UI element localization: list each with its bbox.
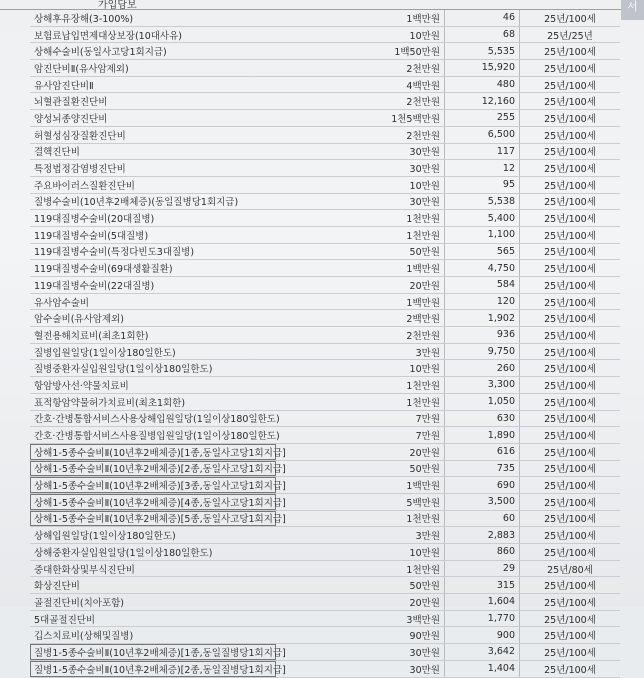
table-row xyxy=(30,527,620,544)
term-value: 25년/100세 xyxy=(520,10,621,26)
term-value: 25년/80세 xyxy=(520,560,621,577)
premium-value: 4,750 xyxy=(445,260,520,277)
premium-value: 1,050 xyxy=(445,393,520,410)
table-row xyxy=(30,477,620,494)
table-row xyxy=(30,393,620,410)
side-tab: 서 xyxy=(621,0,644,20)
premium-value: 565 xyxy=(445,243,520,260)
premium-value: 95 xyxy=(445,176,520,193)
table-row xyxy=(30,644,620,661)
table-row xyxy=(30,560,620,577)
term-value: 25년/100세 xyxy=(520,644,621,661)
term-value: 25년/100세 xyxy=(520,277,621,294)
premium-value: 480 xyxy=(445,76,520,93)
coverage-amount: 1백50만원 xyxy=(276,43,445,60)
premium-value: 690 xyxy=(445,477,520,494)
premium-value: 6,500 xyxy=(445,126,520,143)
coverage-amount: 30만원 xyxy=(276,644,445,661)
premium-value: 46 xyxy=(445,10,520,26)
premium-value: 5,535 xyxy=(445,43,520,60)
table-row xyxy=(30,143,620,160)
term-value: 25년/100세 xyxy=(520,327,621,344)
coverage-name: 상해1-5종수술비Ⅱ(10년후2배체증)[5종,동일사고당1회지급] xyxy=(30,510,276,527)
premium-value: 1,100 xyxy=(445,226,520,243)
premium-value: 5,538 xyxy=(445,193,520,210)
table-row xyxy=(30,460,620,477)
coverage-amount: 1천만원 xyxy=(276,510,445,527)
term-value: 25년/100세 xyxy=(520,477,621,494)
coverage-amount: 10만원 xyxy=(276,544,445,561)
premium-value: 1,890 xyxy=(445,427,520,444)
coverage-amount: 30만원 xyxy=(276,193,445,210)
term-value: 25년/100세 xyxy=(520,126,621,143)
term-value: 25년/100세 xyxy=(520,143,621,160)
table-row xyxy=(30,226,620,243)
coverage-amount: 1천만원 xyxy=(276,393,445,410)
term-value: 25년/100세 xyxy=(520,260,621,277)
premium-value: 735 xyxy=(445,460,520,477)
coverage-amount: 30만원 xyxy=(276,660,445,677)
coverage-name: 간호·간병통합서비스사용상해입원일당(1일이상180일한도) xyxy=(30,410,276,427)
table-row xyxy=(30,544,620,561)
term-value: 25년/100세 xyxy=(520,577,621,594)
coverage-amount: 20만원 xyxy=(276,594,445,611)
coverage-amount: 1천만원 xyxy=(276,226,445,243)
coverage-amount: 3만원 xyxy=(276,343,445,360)
coverage-amount: 2천만원 xyxy=(276,93,445,110)
table-row xyxy=(30,176,620,193)
coverage-name: 질병1-5종수술비Ⅱ(10년후2배체증)[1종,동일질병당1회지급] xyxy=(30,644,276,661)
premium-value: 117 xyxy=(445,143,520,160)
coverage-name: 질병수술비(10년후2배체증)(동일질병당1회지급) xyxy=(30,193,276,210)
coverage-name: 상해1-5종수술비Ⅱ(10년후2배체증)[3종,동일사고당1회지급] xyxy=(30,477,276,494)
premium-value: 1,902 xyxy=(445,310,520,327)
term-value: 25년/100세 xyxy=(520,243,621,260)
coverage-amount: 1천5백만원 xyxy=(276,110,445,127)
coverage-name: 상해1-5종수술비Ⅱ(10년후2배체증)[4종,동일사고당1회지급] xyxy=(30,493,276,510)
coverage-amount: 2천만원 xyxy=(276,126,445,143)
premium-value: 936 xyxy=(445,327,520,344)
premium-value: 3,300 xyxy=(445,377,520,394)
term-value: 25년/100세 xyxy=(520,226,621,243)
coverage-amount: 1백만원 xyxy=(276,293,445,310)
term-value: 25년/100세 xyxy=(520,310,621,327)
premium-value: 1,404 xyxy=(445,660,520,677)
table-row xyxy=(30,493,620,510)
table-row xyxy=(30,577,620,594)
coverage-amount: 50만원 xyxy=(276,243,445,260)
table-row xyxy=(30,10,620,26)
premium-value: 3,642 xyxy=(445,644,520,661)
coverage-amount: 1천만원 xyxy=(276,560,445,577)
term-value: 25년/25년 xyxy=(520,26,621,43)
coverage-column-header: 가입담보 xyxy=(98,0,137,11)
term-value: 25년/100세 xyxy=(520,527,621,544)
term-value: 25년/100세 xyxy=(520,443,621,460)
table-row xyxy=(30,126,620,143)
premium-value: 630 xyxy=(445,410,520,427)
coverage-name: 상해입원일당(1일이상180일한도) xyxy=(30,527,276,544)
table-row xyxy=(30,293,620,310)
premium-value: 1,604 xyxy=(445,594,520,611)
term-value: 25년/100세 xyxy=(520,343,621,360)
coverage-amount: 1백만원 xyxy=(276,260,445,277)
table-row xyxy=(30,277,620,294)
table-header xyxy=(0,0,644,10)
coverage-amount: 4백만원 xyxy=(276,76,445,93)
table-row xyxy=(30,610,620,627)
table-row xyxy=(30,510,620,527)
premium-value: 255 xyxy=(445,110,520,127)
table-row xyxy=(30,377,620,394)
coverage-name: 상해1-5종수술비Ⅱ(10년후2배체증)[2종,동일사고당1회지급] xyxy=(30,460,276,477)
table-row xyxy=(30,93,620,110)
coverage-name: 유사암진단비Ⅱ xyxy=(30,76,276,93)
coverage-name: 상해1-5종수술비Ⅱ(10년후2배체증)[1종,동일사고당1회지급] xyxy=(30,443,276,460)
coverage-name: 상해후유장해(3-100%) xyxy=(30,10,276,26)
coverage-name: 보험료납입면제대상보장(10대사유) xyxy=(30,26,276,43)
term-value: 25년/100세 xyxy=(520,193,621,210)
coverage-name: 119대질병수술비(22대질병) xyxy=(30,277,276,294)
coverage-name: 119대질병수술비(20대질병) xyxy=(30,210,276,227)
premium-value: 60 xyxy=(445,510,520,527)
premium-value: 29 xyxy=(445,560,520,577)
coverage-amount: 2백만원 xyxy=(276,310,445,327)
term-value: 25년/100세 xyxy=(520,427,621,444)
coverage-amount: 2천만원 xyxy=(276,327,445,344)
coverage-name: 혈전용해치료비(최초1회한) xyxy=(30,327,276,344)
coverage-amount: 1백만원 xyxy=(276,477,445,494)
premium-value: 616 xyxy=(445,443,520,460)
term-value: 25년/100세 xyxy=(520,460,621,477)
coverage-name: 주요바이러스질환진단비 xyxy=(30,176,276,193)
term-value: 25년/100세 xyxy=(520,43,621,60)
table-row xyxy=(30,627,620,644)
term-value: 25년/100세 xyxy=(520,544,621,561)
coverage-name: 결핵진단비 xyxy=(30,143,276,160)
table-row xyxy=(30,160,620,177)
coverage-name: 질병1-5종수술비Ⅱ(10년후2배체증)[2종,동일질병당1회지급] xyxy=(30,660,276,677)
table-row xyxy=(30,594,620,611)
premium-value: 860 xyxy=(445,544,520,561)
premium-value: 120 xyxy=(445,293,520,310)
term-value: 25년/100세 xyxy=(520,393,621,410)
coverage-name: 깁스치료비(상해및질병) xyxy=(30,627,276,644)
table-row xyxy=(30,410,620,427)
coverage-amount: 20만원 xyxy=(276,277,445,294)
term-value: 25년/100세 xyxy=(520,93,621,110)
term-value: 25년/100세 xyxy=(520,293,621,310)
coverage-amount: 50만원 xyxy=(276,460,445,477)
table-row xyxy=(30,60,620,77)
premium-value: 68 xyxy=(445,26,520,43)
coverage-name: 5대골절진단비 xyxy=(30,610,276,627)
coverage-table xyxy=(30,10,620,678)
table-row xyxy=(30,26,620,43)
term-value: 25년/100세 xyxy=(520,510,621,527)
table-row xyxy=(30,210,620,227)
table-row xyxy=(30,360,620,377)
coverage-name: 119대질병수술비(5대질병) xyxy=(30,226,276,243)
coverage-amount: 5백만원 xyxy=(276,493,445,510)
table-row xyxy=(30,43,620,60)
premium-value: 15,920 xyxy=(445,60,520,77)
coverage-amount: 50만원 xyxy=(276,577,445,594)
coverage-name: 119대질병수술비(특정다빈도3대질병) xyxy=(30,243,276,260)
coverage-amount: 10만원 xyxy=(276,26,445,43)
term-value: 25년/100세 xyxy=(520,210,621,227)
coverage-name: 양성뇌종양진단비 xyxy=(30,110,276,127)
term-value: 25년/100세 xyxy=(520,610,621,627)
term-value: 25년/100세 xyxy=(520,594,621,611)
premium-value: 584 xyxy=(445,277,520,294)
coverage-name: 상해수술비(동일사고당1회지급) xyxy=(30,43,276,60)
coverage-amount: 7만원 xyxy=(276,427,445,444)
coverage-amount: 3만원 xyxy=(276,527,445,544)
table-row xyxy=(30,193,620,210)
premium-value: 12,160 xyxy=(445,93,520,110)
table-row xyxy=(30,260,620,277)
term-value: 25년/100세 xyxy=(520,76,621,93)
premium-value: 3,500 xyxy=(445,493,520,510)
coverage-amount: 3백만원 xyxy=(276,610,445,627)
coverage-name: 119대질병수술비(69대생활질환) xyxy=(30,260,276,277)
premium-value: 315 xyxy=(445,577,520,594)
coverage-name: 질병입원일당(1일이상180일한도) xyxy=(30,343,276,360)
coverage-name: 중대한화상및부식진단비 xyxy=(30,560,276,577)
table-row xyxy=(30,443,620,460)
table-row xyxy=(30,427,620,444)
coverage-amount: 1천만원 xyxy=(276,210,445,227)
coverage-name: 질병중환자실입원일당(1일이상180일한도) xyxy=(30,360,276,377)
coverage-name: 유사암수술비 xyxy=(30,293,276,310)
term-value: 25년/100세 xyxy=(520,410,621,427)
premium-value: 9,750 xyxy=(445,343,520,360)
term-value: 25년/100세 xyxy=(520,360,621,377)
coverage-name: 상해중환자실입원일당(1일이상180일한도) xyxy=(30,544,276,561)
coverage-name: 간호·간병통합서비스사용질병입원일당(1일이상180일한도) xyxy=(30,427,276,444)
coverage-name: 암수술비(유사암제외) xyxy=(30,310,276,327)
term-value: 25년/100세 xyxy=(520,160,621,177)
coverage-name: 화상진단비 xyxy=(30,577,276,594)
table-row xyxy=(30,243,620,260)
coverage-name: 표적항암약물허가치료비(최초1회한) xyxy=(30,393,276,410)
premium-value: 2,883 xyxy=(445,527,520,544)
premium-value: 900 xyxy=(445,627,520,644)
coverage-amount: 20만원 xyxy=(276,443,445,460)
premium-value: 1,770 xyxy=(445,610,520,627)
coverage-amount: 30만원 xyxy=(276,143,445,160)
coverage-amount: 1천만원 xyxy=(276,377,445,394)
coverage-name: 특정법정감염병진단비 xyxy=(30,160,276,177)
table-row xyxy=(30,343,620,360)
coverage-amount: 30만원 xyxy=(276,160,445,177)
coverage-name: 뇌혈관질환진단비 xyxy=(30,93,276,110)
term-value: 25년/100세 xyxy=(520,176,621,193)
table-row xyxy=(30,310,620,327)
term-value: 25년/100세 xyxy=(520,377,621,394)
coverage-amount: 10만원 xyxy=(276,176,445,193)
term-value: 25년/100세 xyxy=(520,60,621,77)
table-row xyxy=(30,660,620,677)
premium-value: 12 xyxy=(445,160,520,177)
term-value: 25년/100세 xyxy=(520,493,621,510)
coverage-name: 항암방사선·약물치료비 xyxy=(30,377,276,394)
coverage-amount: 7만원 xyxy=(276,410,445,427)
coverage-amount: 90만원 xyxy=(276,627,445,644)
coverage-amount: 1백만원 xyxy=(276,10,445,26)
term-value: 25년/100세 xyxy=(520,627,621,644)
premium-value: 5,400 xyxy=(445,210,520,227)
premium-value: 260 xyxy=(445,360,520,377)
table-row xyxy=(30,110,620,127)
coverage-amount: 2천만원 xyxy=(276,60,445,77)
term-value: 25년/100세 xyxy=(520,110,621,127)
coverage-amount: 10만원 xyxy=(276,360,445,377)
coverage-name: 골절진단비(치아포함) xyxy=(30,594,276,611)
coverage-name: 허혈성심장질환진단비 xyxy=(30,126,276,143)
term-value: 25년/100세 xyxy=(520,660,621,677)
table-row xyxy=(30,76,620,93)
table-row xyxy=(30,327,620,344)
coverage-name: 암진단비Ⅱ(유사암제외) xyxy=(30,60,276,77)
